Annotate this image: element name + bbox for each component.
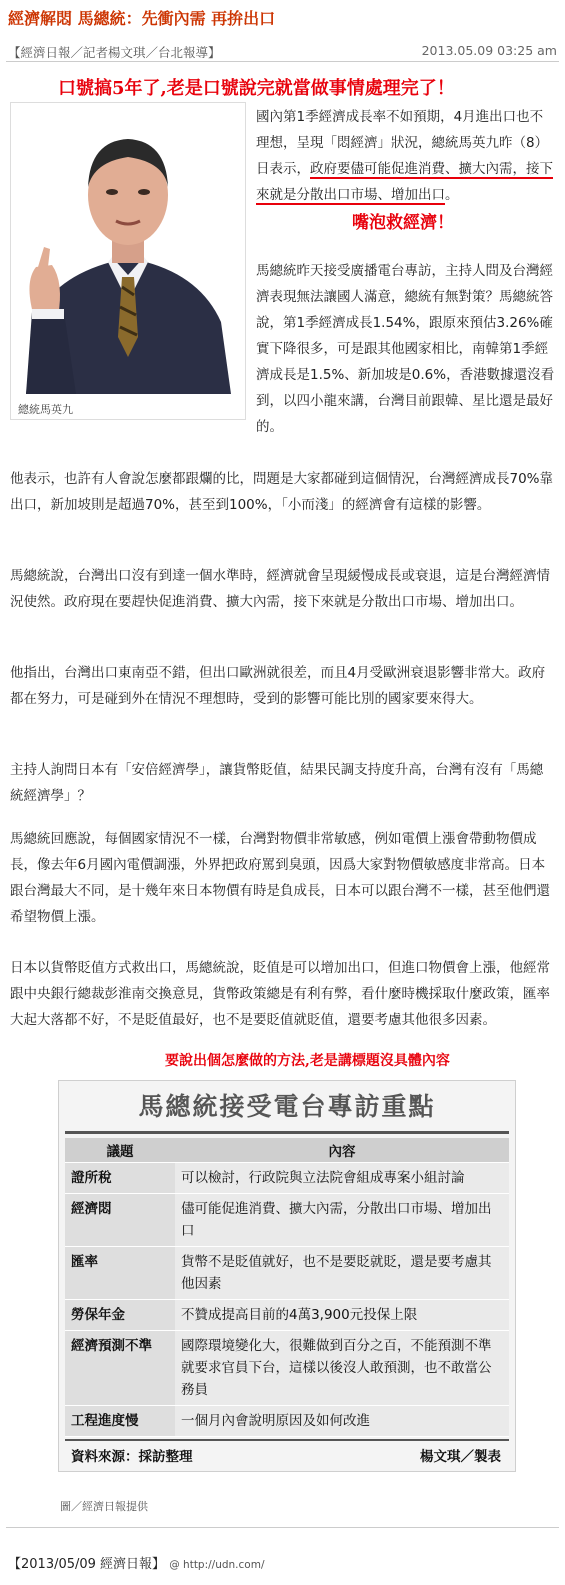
- row-topic: 經濟預測不準: [65, 1330, 175, 1405]
- header-topic: 議題: [65, 1138, 175, 1162]
- infographic-author: 楊文琪／製表: [420, 1449, 501, 1465]
- infographic-source: 資料來源：採訪整理: [71, 1449, 193, 1465]
- p1-end: 。: [445, 187, 459, 203]
- table-row: [65, 1405, 509, 1436]
- table-row: [65, 1299, 509, 1330]
- table-header-row: [65, 1138, 509, 1162]
- headline: 經濟解悶 馬總統：先衝內需 再拚出口: [8, 9, 276, 28]
- paragraph-6: 主持人詢問日本有「安倍經濟學」，讓貨幣貶值，結果民調支持度升高，台灣有沒有「馬總統經濟學」？: [10, 762, 544, 804]
- row-content: 可以檢討，行政院與立法院會組成專案小組討論: [175, 1162, 509, 1193]
- row-content: 貨幣不是貶值就好，也不是要貶就貶，還是要考慮其他因素: [175, 1246, 509, 1299]
- image-credit: 圖／經濟日報提供: [60, 1500, 148, 1513]
- byline: 【經濟日報／記者楊文琪／台北報導】: [8, 45, 221, 60]
- row-content: 一個月內會說明原因及如何改進: [175, 1405, 509, 1436]
- president-photo: [16, 107, 241, 394]
- paragraph-5: 他指出，台灣出口東南亞不錯，但出口歐洲就很差，而且4月受歐洲衰退影響非常大。政府都在努力，可是碰到外在情況不理想時，受到的影響可能比別的國家要來得大。: [10, 665, 546, 707]
- annotation-bottom: 要說出個怎麼做的方法,老是講標題沒具體內容: [165, 1053, 450, 1069]
- paragraph-7: 馬總統回應說，每個國家情況不一樣，台灣對物價非常敏感，例如電價上漲會帶動物價成長，像去年6月國內電價調漲，外界把政府罵到臭頭，因爲大家對物價敏感度非常高。日本跟台灣最大不同，是十幾年來日本物價有時是負成長，日本可以跟台灣不一樣，甚至他們還希望物價上漲。: [10, 831, 550, 925]
- p1-text: 國內第1季經濟成長率不如預期，4月進出口也不理想，呈現「悶經濟」狀況，總統馬英九昨（8）日表示，: [256, 109, 549, 177]
- table-row: [65, 1193, 509, 1246]
- paragraph-1: [256, 104, 556, 208]
- row-content: 不贊成提高目前的4萬3,900元投保上限: [175, 1299, 509, 1330]
- infographic-title-rule: [65, 1131, 509, 1134]
- footer-rule: [6, 1527, 559, 1528]
- table-row: [65, 1330, 509, 1405]
- header-content: 內容: [175, 1138, 509, 1162]
- footer-source: 【2013/05/09 經濟日報】: [8, 1557, 166, 1572]
- byline-row: [6, 40, 559, 62]
- row-content: 儘可能促進消費、擴大內需，分散出口市場、增加出口: [175, 1193, 509, 1246]
- paragraph-3: 他表示，也許有人會說怎麼都跟爛的比，問題是大家都碰到這個情況，台灣經濟成長70%靠出口，新加坡則是超過70%，甚至到100%，「小而淺」的經濟會有這樣的影響。: [10, 471, 554, 513]
- row-topic: 工程進度慢: [65, 1405, 175, 1436]
- publish-date: 2013.05.09 03:25 am: [421, 43, 557, 58]
- infographic-table: [65, 1138, 509, 1437]
- infographic-title: 馬總統接受電台專訪重點: [138, 1092, 436, 1121]
- footer: [8, 1553, 264, 1572]
- row-topic: 勞保年金: [65, 1299, 175, 1330]
- infographic-box: [58, 1080, 516, 1472]
- paragraph-4: 馬總統說，台灣出口沒有到達一個水準時，經濟就會呈現緩慢成長或衰退，這是台灣經濟情況使然。政府現在要趕快促進消費、擴大內需，接下來就是分散出口市場、增加出口。: [10, 568, 550, 610]
- underlined-quote: 政府要儘可能促進消費、擴大內需，接下來就是分散出口市場、增加出口: [256, 161, 553, 203]
- annotation-mid: 嘴泡救經濟！: [352, 213, 454, 233]
- row-topic: 證所稅: [65, 1162, 175, 1193]
- row-content: 國際環境變化大，很難做到百分之百，不能預測不準就要求官員下台，這樣以後沒人敢預測，也不敢當公務員: [175, 1330, 509, 1405]
- paragraph-8: 日本以貨幣貶值方式救出口，馬總統說，貶值是可以增加出口，但進口物價會上漲，他經常跟中央銀行總裁彭淮南交換意見，貨幣政策總是有利有弊，看什麼時機採取什麼政策，匯率大起大落都不好，不是貶值最好，也不是要貶值就貶值，還要考慮其他很多因素。: [10, 960, 550, 1028]
- table-row: [65, 1246, 509, 1299]
- photo-box: [10, 102, 246, 420]
- photo-caption: 總統馬英九: [18, 403, 73, 416]
- annotation-top: 口號搞5年了,老是口號說完就當做事情處理完了！: [58, 78, 455, 99]
- paragraph-2: 馬總統昨天接受廣播電台專訪，主持人問及台灣經濟表現無法讓國人滿意，總統有無對策？馬總統答說，第1季經濟成長1.54%，跟原來預估3.26%確實下降很多，可是跟其他國家相比，南韓第1季經濟成長是1.5%、新加坡是0.6%，香港數據還沒看到，以四小龍來講，台灣目前跟韓、星比還是最好的。: [256, 263, 555, 435]
- row-topic: 經濟悶: [65, 1193, 175, 1246]
- table-row: [65, 1162, 509, 1193]
- footer-url[interactable]: @ http://udn.com/: [169, 1559, 265, 1571]
- infographic-bottom-rule: [65, 1439, 509, 1441]
- row-topic: 匯率: [65, 1246, 175, 1299]
